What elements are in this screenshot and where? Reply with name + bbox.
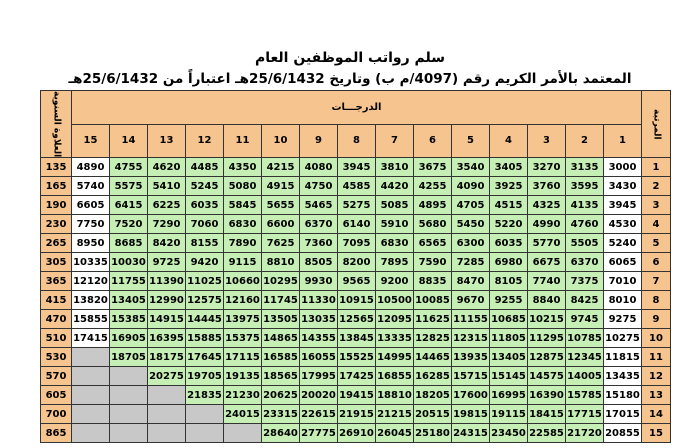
salary-cell: 9115 xyxy=(224,253,262,272)
salary-cell: 5575 xyxy=(110,177,148,196)
salary-cell: 8810 xyxy=(262,253,300,272)
salary-cell: 16285 xyxy=(414,367,452,386)
degree-header-cell: 8 xyxy=(338,124,376,158)
allowance-cell: 305 xyxy=(41,253,72,272)
salary-cell: 5245 xyxy=(186,177,224,196)
salary-cell: 12345 xyxy=(566,348,604,367)
salary-cell: 13035 xyxy=(300,310,338,329)
allowance-cell: 530 xyxy=(41,348,72,367)
grade-cell: 9 xyxy=(642,310,671,329)
salary-cell: 3810 xyxy=(376,158,414,177)
allowance-cell: 470 xyxy=(41,310,72,329)
salary-cell: 15715 xyxy=(452,367,490,386)
degree-header-cell: 12 xyxy=(186,124,224,158)
salary-cell: 12315 xyxy=(452,329,490,348)
salary-cell: 20275 xyxy=(148,367,186,386)
salary-cell: 13820 xyxy=(72,291,110,310)
salary-cell: 3945 xyxy=(338,158,376,177)
grade-cell: 13 xyxy=(642,386,671,405)
salary-cell: 18415 xyxy=(528,405,566,424)
salary-cell: 5770 xyxy=(528,234,566,253)
salary-table xyxy=(40,90,671,443)
salary-cell: 15855 xyxy=(72,310,110,329)
salary-cell: 15525 xyxy=(338,348,376,367)
salary-cell: 8420 xyxy=(148,234,186,253)
salary-cell: 26045 xyxy=(376,424,414,443)
salary-cell: 4620 xyxy=(148,158,186,177)
salary-cell: 18205 xyxy=(414,386,452,405)
salary-cell: 6300 xyxy=(452,234,490,253)
allowance-cell: 700 xyxy=(41,405,72,424)
table-row xyxy=(41,196,671,215)
salary-cell: 9745 xyxy=(566,310,604,329)
salary-cell: 6980 xyxy=(490,253,528,272)
salary-cell: 15885 xyxy=(186,329,224,348)
grade-cell: 1 xyxy=(642,158,671,177)
salary-cell: 13845 xyxy=(338,329,376,348)
empty-cell xyxy=(110,386,148,405)
salary-cell: 8425 xyxy=(566,291,604,310)
salary-cell: 8200 xyxy=(338,253,376,272)
salary-cell: 14355 xyxy=(300,329,338,348)
grade-cell: 12 xyxy=(642,367,671,386)
salary-cell: 6370 xyxy=(300,215,338,234)
salary-cell: 3540 xyxy=(452,158,490,177)
salary-cell: 21915 xyxy=(338,405,376,424)
salary-cell: 13975 xyxy=(224,310,262,329)
salary-cell: 5085 xyxy=(376,196,414,215)
salary-cell: 7010 xyxy=(604,272,642,291)
salary-cell: 18810 xyxy=(376,386,414,405)
salary-cell: 8840 xyxy=(528,291,566,310)
salary-cell: 23450 xyxy=(490,424,528,443)
salary-cell: 5680 xyxy=(414,215,452,234)
salary-cell: 5410 xyxy=(148,177,186,196)
salary-cell: 15375 xyxy=(224,329,262,348)
salary-cell: 7285 xyxy=(452,253,490,272)
empty-cell xyxy=(110,405,148,424)
salary-cell: 9565 xyxy=(338,272,376,291)
salary-cell: 11745 xyxy=(262,291,300,310)
salary-cell: 24315 xyxy=(452,424,490,443)
salary-cell: 10915 xyxy=(338,291,376,310)
salary-cell: 28640 xyxy=(262,424,300,443)
allowance-cell: 190 xyxy=(41,196,72,215)
salary-cell: 12095 xyxy=(376,310,414,329)
salary-cell: 18705 xyxy=(110,348,148,367)
degree-header-cell: 4 xyxy=(490,124,528,158)
salary-cell: 4215 xyxy=(262,158,300,177)
salary-cell: 6830 xyxy=(224,215,262,234)
degree-header-cell: 9 xyxy=(300,124,338,158)
salary-cell: 9255 xyxy=(490,291,528,310)
salary-cell: 19815 xyxy=(452,405,490,424)
salary-cell: 15785 xyxy=(566,386,604,405)
salary-cell: 14465 xyxy=(414,348,452,367)
grade-cell: 3 xyxy=(642,196,671,215)
empty-cell xyxy=(110,424,148,443)
salary-cell: 16055 xyxy=(300,348,338,367)
salary-cell: 4915 xyxy=(262,177,300,196)
salary-cell: 6225 xyxy=(148,196,186,215)
salary-cell: 5080 xyxy=(224,177,262,196)
salary-cell: 16390 xyxy=(528,386,566,405)
allowance-cell: 865 xyxy=(41,424,72,443)
salary-cell: 3270 xyxy=(528,158,566,177)
salary-cell: 10215 xyxy=(528,310,566,329)
table-row xyxy=(41,329,671,348)
empty-cell xyxy=(72,386,110,405)
allowance-cell: 415 xyxy=(41,291,72,310)
salary-cell: 12825 xyxy=(414,329,452,348)
table-row xyxy=(41,386,671,405)
salary-cell: 10295 xyxy=(262,272,300,291)
salary-cell: 16395 xyxy=(148,329,186,348)
salary-cell: 6065 xyxy=(604,253,642,272)
grade-cell: 10 xyxy=(642,329,671,348)
salary-cell: 7895 xyxy=(376,253,414,272)
salary-cell: 3430 xyxy=(604,177,642,196)
salary-cell: 4750 xyxy=(300,177,338,196)
salary-cell: 8685 xyxy=(110,234,148,253)
salary-cell: 6140 xyxy=(338,215,376,234)
salary-cell: 5240 xyxy=(604,234,642,253)
salary-cell: 9275 xyxy=(604,310,642,329)
salary-cell: 22585 xyxy=(528,424,566,443)
table-row xyxy=(41,177,671,196)
salary-cell: 5845 xyxy=(224,196,262,215)
grade-cell: 15 xyxy=(642,424,671,443)
salary-cell: 21720 xyxy=(566,424,604,443)
salary-cell: 5740 xyxy=(72,177,110,196)
empty-cell xyxy=(72,405,110,424)
salary-cell: 11390 xyxy=(148,272,186,291)
table-row xyxy=(41,348,671,367)
empty-cell xyxy=(148,424,186,443)
salary-cell: 13505 xyxy=(262,310,300,329)
salary-cell: 11755 xyxy=(110,272,148,291)
salary-cell: 3925 xyxy=(490,177,528,196)
salary-cell: 16905 xyxy=(110,329,148,348)
salary-cell: 16855 xyxy=(376,367,414,386)
salary-cell: 8950 xyxy=(72,234,110,253)
salary-cell: 22615 xyxy=(300,405,338,424)
salary-cell: 5910 xyxy=(376,215,414,234)
salary-cell: 25180 xyxy=(414,424,452,443)
empty-cell xyxy=(148,386,186,405)
salary-cell: 27775 xyxy=(300,424,338,443)
salary-cell: 14995 xyxy=(376,348,414,367)
salary-cell: 3000 xyxy=(604,158,642,177)
empty-cell xyxy=(72,367,110,386)
salary-cell: 7290 xyxy=(148,215,186,234)
salary-cell: 6600 xyxy=(262,215,300,234)
salary-cell: 4895 xyxy=(414,196,452,215)
salary-cell: 11025 xyxy=(186,272,224,291)
salary-cell: 26910 xyxy=(338,424,376,443)
salary-cell: 4090 xyxy=(452,177,490,196)
salary-cell: 4350 xyxy=(224,158,262,177)
table-row xyxy=(41,215,671,234)
degree-header-cell: 3 xyxy=(528,124,566,158)
salary-cell: 4990 xyxy=(528,215,566,234)
empty-cell xyxy=(186,405,224,424)
salary-cell: 7890 xyxy=(224,234,262,253)
empty-cell xyxy=(148,405,186,424)
salary-cell: 6675 xyxy=(528,253,566,272)
salary-cell: 12120 xyxy=(72,272,110,291)
empty-cell xyxy=(110,367,148,386)
salary-cell: 17645 xyxy=(186,348,224,367)
salary-cell: 12565 xyxy=(338,310,376,329)
salary-cell: 4080 xyxy=(300,158,338,177)
salary-cell: 8010 xyxy=(604,291,642,310)
empty-cell xyxy=(72,424,110,443)
allowance-cell: 605 xyxy=(41,386,72,405)
degree-header-cell: 10 xyxy=(262,124,300,158)
salary-cell: 4255 xyxy=(414,177,452,196)
salary-cell: 18175 xyxy=(148,348,186,367)
salary-cell: 5275 xyxy=(338,196,376,215)
salary-cell: 5465 xyxy=(300,196,338,215)
salary-cell: 12990 xyxy=(148,291,186,310)
salary-cell: 16995 xyxy=(490,386,528,405)
salary-cell: 7375 xyxy=(566,272,604,291)
degrees-header: الدرجـــات xyxy=(72,91,642,125)
empty-cell xyxy=(224,424,262,443)
salary-cell: 14865 xyxy=(262,329,300,348)
salary-cell: 13935 xyxy=(452,348,490,367)
table-row xyxy=(41,424,671,443)
salary-cell: 19705 xyxy=(186,367,224,386)
salary-cell: 15180 xyxy=(604,386,642,405)
salary-cell: 5505 xyxy=(566,234,604,253)
salary-cell: 17600 xyxy=(452,386,490,405)
salary-cell: 12160 xyxy=(224,291,262,310)
salary-cell: 9930 xyxy=(300,272,338,291)
empty-cell xyxy=(72,348,110,367)
salary-cell: 24015 xyxy=(224,405,262,424)
salary-cell: 7520 xyxy=(110,215,148,234)
empty-cell xyxy=(186,424,224,443)
grade-cell: 7 xyxy=(642,272,671,291)
allowance-cell: 265 xyxy=(41,234,72,253)
grade-column-header: المرتبة xyxy=(642,91,671,158)
degree-header-cell: 2 xyxy=(566,124,604,158)
salary-cell: 21230 xyxy=(224,386,262,405)
salary-cell: 4705 xyxy=(452,196,490,215)
salary-cell: 3595 xyxy=(566,177,604,196)
salary-cell: 19135 xyxy=(224,367,262,386)
salary-cell: 10275 xyxy=(604,329,642,348)
salary-cell: 12875 xyxy=(528,348,566,367)
salary-cell: 19415 xyxy=(338,386,376,405)
salary-cell: 11805 xyxy=(490,329,528,348)
salary-cell: 7360 xyxy=(300,234,338,253)
salary-cell: 8105 xyxy=(490,272,528,291)
salary-cell: 4760 xyxy=(566,215,604,234)
allowance-cell: 230 xyxy=(41,215,72,234)
salary-cell: 13335 xyxy=(376,329,414,348)
salary-cell: 4585 xyxy=(338,177,376,196)
salary-cell: 10660 xyxy=(224,272,262,291)
salary-cell: 3760 xyxy=(528,177,566,196)
salary-cell: 4755 xyxy=(110,158,148,177)
salary-cell: 17715 xyxy=(566,405,604,424)
salary-cell: 7590 xyxy=(414,253,452,272)
salary-cell: 8470 xyxy=(452,272,490,291)
salary-cell: 14915 xyxy=(148,310,186,329)
salary-cell: 6370 xyxy=(566,253,604,272)
grade-cell: 8 xyxy=(642,291,671,310)
salary-cell: 17015 xyxy=(604,405,642,424)
salary-cell: 15385 xyxy=(110,310,148,329)
allowance-cell: 135 xyxy=(41,158,72,177)
salary-cell: 4485 xyxy=(186,158,224,177)
page-title: سلم رواتب الموظفين العام xyxy=(255,50,445,66)
salary-cell: 9200 xyxy=(376,272,414,291)
salary-cell: 10085 xyxy=(414,291,452,310)
table-row xyxy=(41,272,671,291)
salary-cell: 14005 xyxy=(566,367,604,386)
salary-cell: 7060 xyxy=(186,215,224,234)
salary-cell: 13405 xyxy=(110,291,148,310)
table-row xyxy=(41,310,671,329)
grade-cell: 14 xyxy=(642,405,671,424)
allowance-cell: 365 xyxy=(41,272,72,291)
degree-header-cell: 1 xyxy=(604,124,642,158)
salary-cell: 7750 xyxy=(72,215,110,234)
salary-cell: 8835 xyxy=(414,272,452,291)
degree-header-cell: 13 xyxy=(148,124,186,158)
salary-cell: 9420 xyxy=(186,253,224,272)
salary-cell: 4325 xyxy=(528,196,566,215)
salary-cell: 9670 xyxy=(452,291,490,310)
salary-cell: 23315 xyxy=(262,405,300,424)
salary-cell: 11815 xyxy=(604,348,642,367)
salary-cell: 6035 xyxy=(186,196,224,215)
salary-cell: 21835 xyxy=(186,386,224,405)
salary-cell: 10500 xyxy=(376,291,414,310)
table-row xyxy=(41,367,671,386)
salary-cell: 7095 xyxy=(338,234,376,253)
salary-cell: 4515 xyxy=(490,196,528,215)
salary-cell: 9725 xyxy=(148,253,186,272)
salary-cell: 6035 xyxy=(490,234,528,253)
salary-cell: 20625 xyxy=(262,386,300,405)
salary-cell: 5220 xyxy=(490,215,528,234)
salary-cell: 14445 xyxy=(186,310,224,329)
salary-cell: 17425 xyxy=(338,367,376,386)
grade-cell: 5 xyxy=(642,234,671,253)
allowance-column-header: العلاوة السنوية xyxy=(41,91,72,158)
table-row xyxy=(41,253,671,272)
salary-cell: 3675 xyxy=(414,158,452,177)
page-subtitle: المعتمد بالأمر الكريم رقم (4097/م ب) وتاريخ 25/6/1432هـ اعتباراً من 25/6/1432هـ xyxy=(68,71,632,87)
salary-cell: 7740 xyxy=(528,272,566,291)
salary-cell: 3135 xyxy=(566,158,604,177)
salary-cell: 3405 xyxy=(490,158,528,177)
salary-cell: 14575 xyxy=(528,367,566,386)
salary-cell: 6605 xyxy=(72,196,110,215)
allowance-cell: 165 xyxy=(41,177,72,196)
salary-cell: 10335 xyxy=(72,253,110,272)
salary-cell: 6415 xyxy=(110,196,148,215)
salary-cell: 10030 xyxy=(110,253,148,272)
salary-cell: 17995 xyxy=(300,367,338,386)
salary-cell: 4890 xyxy=(72,158,110,177)
degree-header-cell: 7 xyxy=(376,124,414,158)
salary-cell: 12575 xyxy=(186,291,224,310)
degree-header-cell: 14 xyxy=(110,124,148,158)
grade-cell: 11 xyxy=(642,348,671,367)
salary-cell: 4135 xyxy=(566,196,604,215)
salary-cell: 20515 xyxy=(414,405,452,424)
salary-cell: 20855 xyxy=(604,424,642,443)
salary-cell: 11295 xyxy=(528,329,566,348)
table-row xyxy=(41,158,671,177)
salary-cell: 17115 xyxy=(224,348,262,367)
salary-cell: 6830 xyxy=(376,234,414,253)
salary-cell: 20020 xyxy=(300,386,338,405)
salary-cell: 13405 xyxy=(490,348,528,367)
salary-cell: 17415 xyxy=(72,329,110,348)
salary-cell: 15145 xyxy=(490,367,528,386)
salary-cell: 16585 xyxy=(262,348,300,367)
salary-cell: 8155 xyxy=(186,234,224,253)
salary-cell: 18565 xyxy=(262,367,300,386)
salary-cell: 3945 xyxy=(604,196,642,215)
grade-cell: 4 xyxy=(642,215,671,234)
salary-cell: 10685 xyxy=(490,310,528,329)
salary-cell: 10785 xyxy=(566,329,604,348)
grade-cell: 6 xyxy=(642,253,671,272)
salary-cell: 5655 xyxy=(262,196,300,215)
salary-cell: 11625 xyxy=(414,310,452,329)
table-row xyxy=(41,291,671,310)
grade-cell: 2 xyxy=(642,177,671,196)
salary-cell: 7625 xyxy=(262,234,300,253)
salary-cell: 11155 xyxy=(452,310,490,329)
salary-cell: 13435 xyxy=(604,367,642,386)
table-row xyxy=(41,234,671,253)
salary-cell: 21215 xyxy=(376,405,414,424)
salary-cell: 6565 xyxy=(414,234,452,253)
salary-cell: 19115 xyxy=(490,405,528,424)
salary-cell: 4420 xyxy=(376,177,414,196)
allowance-cell: 510 xyxy=(41,329,72,348)
degree-header-cell: 6 xyxy=(414,124,452,158)
salary-cell: 8505 xyxy=(300,253,338,272)
salary-cell: 4530 xyxy=(604,215,642,234)
table-row xyxy=(41,405,671,424)
allowance-cell: 570 xyxy=(41,367,72,386)
salary-cell: 11330 xyxy=(300,291,338,310)
salary-cell: 5450 xyxy=(452,215,490,234)
degree-header-cell: 15 xyxy=(72,124,110,158)
degree-header-cell: 5 xyxy=(452,124,490,158)
degree-header-cell: 11 xyxy=(224,124,262,158)
